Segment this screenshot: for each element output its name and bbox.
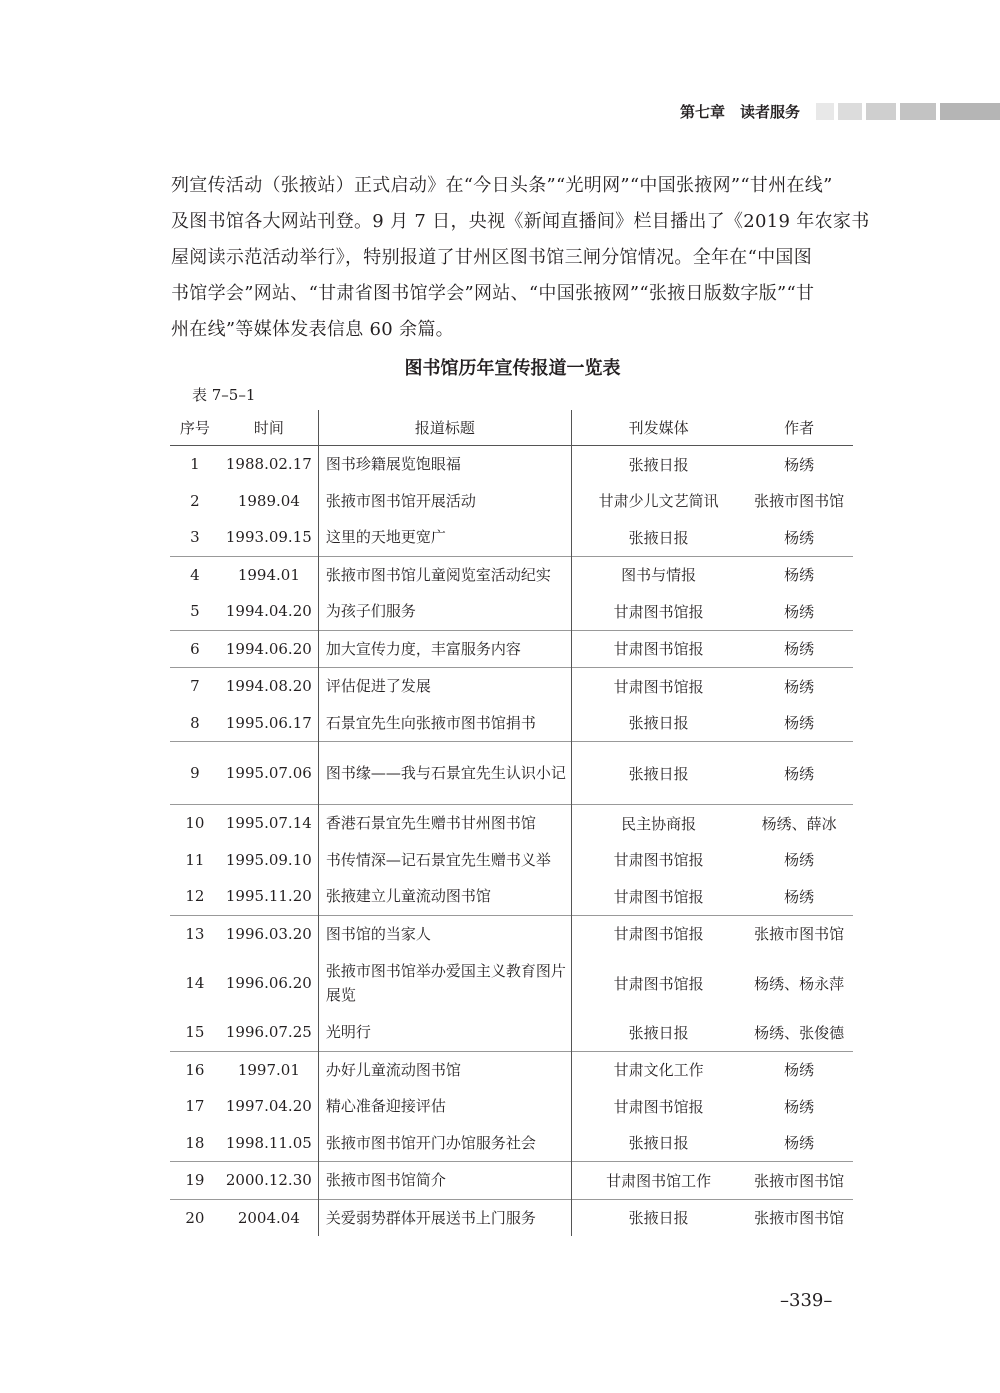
- row-title: [318, 742, 571, 805]
- row-date: 1995.11.20: [225, 887, 312, 906]
- row-author: 杨绣: [745, 556, 853, 593]
- table-row: [170, 952, 853, 1014]
- table-row: [170, 668, 853, 705]
- row-number: 1: [190, 455, 200, 474]
- table-row: [170, 556, 853, 593]
- row-title-text: 张掖建立儿童流动图书馆: [325, 887, 491, 906]
- row-title: [318, 842, 571, 879]
- row-author: 张掖市图书馆: [745, 1199, 853, 1236]
- row-date: 2004.04: [220, 1199, 318, 1236]
- row-number: 5: [190, 602, 200, 621]
- row-title-text: 张掖市图书馆儿童阅览室活动纪实: [325, 565, 551, 584]
- table-row: [170, 805, 853, 842]
- row-title: [318, 668, 571, 705]
- row-author: 张掖市图书馆: [745, 1162, 853, 1200]
- header-bar: [816, 103, 834, 120]
- row-title-text: 张掖市图书馆开展活动: [325, 491, 476, 510]
- row-date: 1997.04.20: [225, 1097, 312, 1116]
- row-title-text: 石景宜先生向张掖市图书馆捐书: [325, 713, 536, 732]
- row-title-text: 精心准备迎接评估: [325, 1097, 446, 1116]
- row-date: 1997.01: [220, 1051, 318, 1088]
- row-media: 张掖日报: [628, 714, 689, 733]
- table-row: [170, 915, 853, 952]
- row-media: 甘肃图书馆报: [613, 1097, 704, 1116]
- row-author: 杨绣: [784, 887, 815, 906]
- table-header-row: [170, 410, 853, 446]
- row-author: 杨绣、杨永萍: [754, 974, 845, 993]
- row-number: 2: [190, 491, 200, 510]
- row-number: 9: [170, 742, 220, 805]
- column-header-date: 时间: [220, 410, 318, 446]
- row-title: [318, 446, 571, 483]
- row-title-text: 张掖市图书馆简介: [325, 1171, 446, 1190]
- row-title-text: 这里的天地更宽广: [325, 528, 446, 547]
- header-bar: [900, 103, 936, 120]
- row-author: 张掖市图书馆: [754, 492, 845, 511]
- table-row: [170, 842, 853, 879]
- row-media: 甘肃图书馆报: [571, 668, 745, 705]
- table-row: [170, 1162, 853, 1200]
- row-title: [318, 952, 571, 1014]
- row-media: 甘肃图书馆报: [613, 887, 704, 906]
- row-media: 张掖日报: [628, 1134, 689, 1153]
- body-paragraph: [171, 168, 870, 348]
- table-title: 图书馆历年宣传报道一览表: [404, 358, 621, 379]
- row-number: 6: [170, 630, 220, 668]
- row-title: [318, 630, 571, 668]
- row-title: [318, 705, 571, 742]
- row-media: 张掖日报: [571, 742, 745, 805]
- row-date: 1996.06.20: [225, 974, 312, 992]
- header-bar: [838, 103, 862, 120]
- row-media: 甘肃图书馆工作: [571, 1162, 745, 1200]
- table-body: [170, 446, 853, 1237]
- row-date: 1998.11.05: [225, 1133, 312, 1152]
- row-title-text: 张掖市图书馆开门办馆服务社会: [325, 1133, 536, 1152]
- row-author: 杨绣: [784, 455, 815, 474]
- running-header: [680, 100, 1000, 122]
- row-title: [318, 878, 571, 915]
- row-title: [318, 1014, 571, 1051]
- row-date: 1995.07.14: [220, 805, 318, 842]
- row-date: 1995.09.10: [225, 850, 312, 869]
- row-media: 甘肃图书馆报: [613, 602, 704, 621]
- row-media: 民主协商报: [571, 805, 745, 842]
- row-media: 甘肃图书馆报: [613, 851, 704, 870]
- row-title-text: 关爱弱势群体开展送书上门服务: [325, 1208, 536, 1227]
- row-date: 1993.09.15: [225, 528, 312, 547]
- row-number: 18: [185, 1133, 205, 1152]
- row-number: 8: [190, 713, 200, 732]
- column-header-no: 序号: [170, 410, 220, 446]
- row-media: 张掖日报: [571, 1199, 745, 1236]
- table-row: [170, 593, 853, 630]
- row-title: [318, 1051, 571, 1088]
- row-date: 1996.07.25: [225, 1023, 312, 1042]
- row-title: [318, 1199, 571, 1236]
- paragraph-line: 及图书馆各大网站刊登。9 月 7 日，央视《新闻直播间》栏目播出了《2019 年农家书: [171, 211, 870, 232]
- column-header-title: 报道标题: [318, 410, 571, 446]
- row-media: 张掖日报: [628, 1023, 689, 1042]
- table-label: 表 7–5–1: [192, 386, 256, 404]
- page-number: –339–: [780, 1290, 833, 1311]
- paragraph-line: 列宣传活动（张掖站）正式启动》在“今日头条”“光明网”“中国张掖网”“甘州在线”: [171, 175, 833, 196]
- row-author: 杨绣: [745, 1051, 853, 1088]
- row-title-text: 评估促进了发展: [325, 677, 431, 696]
- row-title-text: 光明行: [325, 1023, 371, 1042]
- table-row: [170, 519, 853, 556]
- row-title: [318, 915, 571, 952]
- row-number: 13: [170, 915, 220, 952]
- row-number: 19: [170, 1162, 220, 1200]
- row-title: [318, 1162, 571, 1200]
- row-title-text: 为孩子们服务: [325, 602, 416, 621]
- table-row: [170, 630, 853, 668]
- row-title: [318, 519, 571, 556]
- row-number: 15: [185, 1023, 205, 1042]
- paragraph-line: 州在线”等媒体发表信息 60 余篇。: [171, 319, 454, 340]
- header-bar: [940, 103, 1000, 120]
- row-number: 4: [170, 556, 220, 593]
- row-author: 杨绣: [745, 742, 853, 805]
- row-author: 杨绣: [745, 668, 853, 705]
- row-title-text: 办好儿童流动图书馆: [325, 1060, 461, 1079]
- row-number: 10: [170, 805, 220, 842]
- row-media: 张掖日报: [628, 455, 689, 474]
- row-date: 1994.04.20: [225, 602, 312, 621]
- report-table: [170, 410, 853, 1236]
- row-title: [318, 483, 571, 520]
- row-media: 图书与情报: [571, 556, 745, 593]
- row-author: 杨绣: [784, 528, 815, 547]
- row-title-text: 图书馆的当家人: [325, 924, 431, 943]
- row-media: 甘肃图书馆报: [571, 630, 745, 668]
- table-row: [170, 705, 853, 742]
- row-author: 杨绣: [745, 630, 853, 668]
- header-decoration: [812, 103, 1000, 120]
- row-number: 12: [185, 887, 205, 906]
- row-number: 20: [170, 1199, 220, 1236]
- row-title-text: 图书缘——我与石景宜先生认识小记: [325, 764, 566, 782]
- row-date: 2000.12.30: [220, 1162, 318, 1200]
- row-title: [318, 1088, 571, 1125]
- row-number: 17: [185, 1097, 205, 1116]
- row-author: 杨绣: [784, 1097, 815, 1116]
- row-number: 11: [185, 850, 205, 869]
- row-number: 14: [185, 974, 205, 992]
- row-title: [318, 593, 571, 630]
- row-date: 1995.06.17: [225, 713, 312, 732]
- row-media: 张掖日报: [628, 528, 689, 547]
- row-title-text: 张掖市图书馆举办爱国主义教育图片展览: [325, 962, 566, 1004]
- table-row: [170, 878, 853, 915]
- table-row: [170, 1051, 853, 1088]
- row-author: 杨绣: [784, 602, 815, 621]
- row-media: 甘肃少儿文艺简讯: [598, 492, 719, 511]
- row-date: 1994.01: [220, 556, 318, 593]
- row-author: 杨绣: [784, 714, 815, 733]
- row-title-text: 加大宣传力度，丰富服务内容: [325, 639, 521, 658]
- row-media: 甘肃文化工作: [571, 1051, 745, 1088]
- row-author: 杨绣: [784, 1134, 815, 1153]
- table-row: [170, 1125, 853, 1162]
- header-bar: [866, 103, 896, 120]
- row-date: 1996.03.20: [220, 915, 318, 952]
- row-author: 杨绣、张俊德: [754, 1023, 845, 1042]
- row-title-text: 书传情深—记石景宜先生赠书义举: [325, 850, 551, 869]
- row-title-text: 图书珍籍展览饱眼福: [325, 455, 461, 474]
- table-row: [170, 446, 853, 483]
- row-number: 3: [190, 528, 200, 547]
- column-header-author: 作者: [745, 410, 853, 446]
- row-author: 杨绣: [784, 851, 815, 870]
- row-number: 7: [170, 668, 220, 705]
- row-number: 16: [170, 1051, 220, 1088]
- row-author: 张掖市图书馆: [745, 915, 853, 952]
- row-title: [318, 556, 571, 593]
- row-date: 1994.06.20: [220, 630, 318, 668]
- row-date: 1995.07.06: [220, 742, 318, 805]
- row-media: 甘肃图书馆报: [571, 915, 745, 952]
- row-date: 1989.04: [237, 491, 300, 510]
- row-title: [318, 805, 571, 842]
- table-row: [170, 1014, 853, 1051]
- table-row: [170, 1088, 853, 1125]
- paragraph-line: 书馆学会”网站、“甘肃省图书馆学会”网站、“中国张掖网”“张掖日版数字版”“甘: [171, 283, 815, 304]
- table-row: [170, 742, 853, 805]
- row-media: 甘肃图书馆报: [613, 974, 704, 993]
- row-date: 1988.02.17: [225, 455, 312, 474]
- row-title-text: 香港石景宜先生赠书甘州图书馆: [325, 814, 536, 833]
- row-author: 杨绣、薛冰: [745, 805, 853, 842]
- row-date: 1994.08.20: [220, 668, 318, 705]
- table-row: [170, 483, 853, 520]
- row-title: [318, 1125, 571, 1162]
- column-header-media: 刊发媒体: [571, 410, 745, 446]
- chapter-title: 第七章 读者服务: [679, 102, 800, 121]
- paragraph-line: 屋阅读示范活动举行》，特别报道了甘州区图书馆三闸分馆情况。全年在“中国图: [171, 247, 812, 268]
- table-row: [170, 1199, 853, 1236]
